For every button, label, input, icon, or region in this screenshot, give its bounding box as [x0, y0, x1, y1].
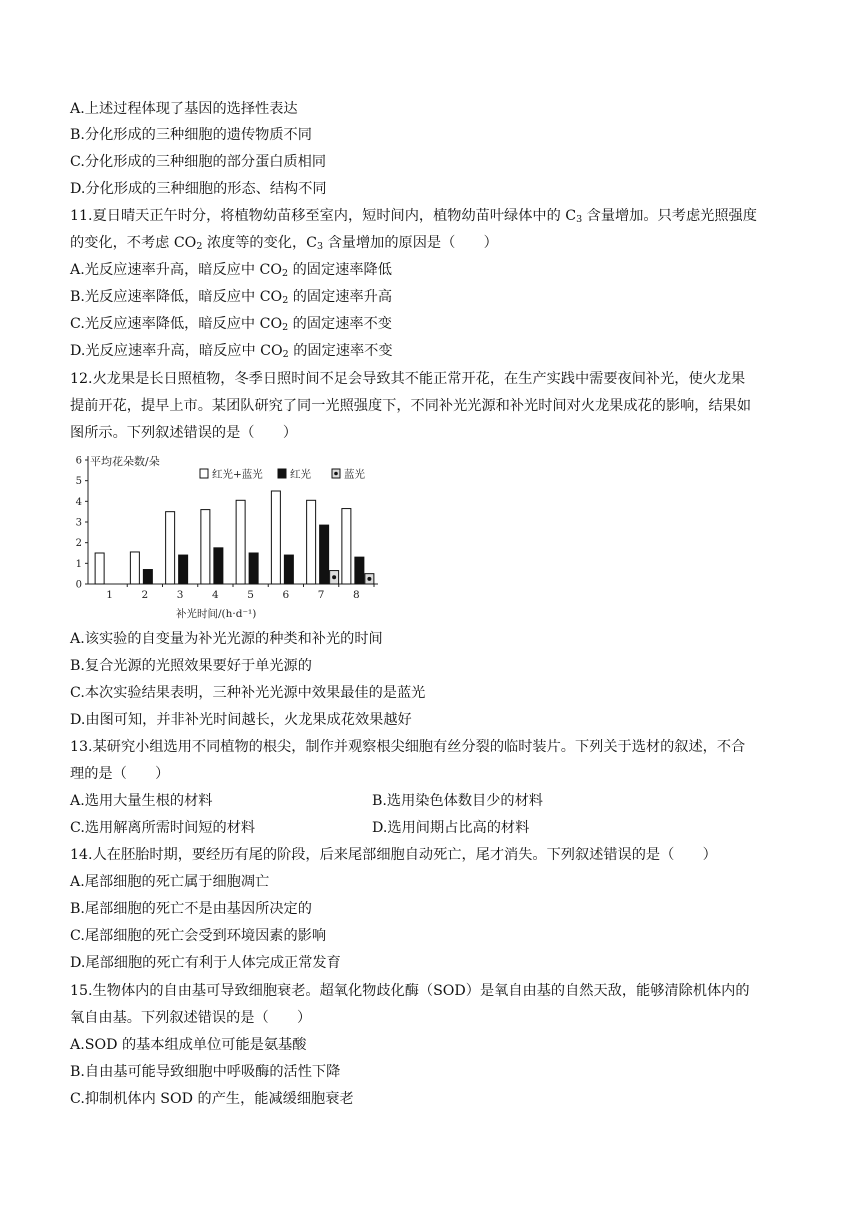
q11-option-d: D.光反应速率升高，暗反应中 $CO_2$ 的固定速率不变: [70, 343, 393, 360]
y-tick-label: 2: [75, 538, 82, 550]
y-tick-label: 6: [75, 455, 82, 467]
q10-option-a: A.上述过程体现了基因的选择性表达: [70, 101, 298, 117]
q14-option-d: D.尾部细胞的死亡有利于人体完成正常发育: [70, 955, 341, 971]
q14-option-c: C.尾部细胞的死亡会受到环境因素的影响: [70, 928, 327, 944]
y-tick-label: 4: [75, 496, 82, 508]
chart-bars: [95, 491, 374, 584]
bar-red: [143, 570, 152, 584]
bar-red-blue: [166, 512, 175, 584]
bar-red-blue: [236, 500, 245, 584]
chart-x-axis-label: 补光时间/(h·d⁻¹): [176, 608, 257, 620]
q12-option-c: C.本次实验结果表明，三种补光光源中效果最佳的是蓝光: [70, 685, 426, 701]
x-tick-label: 1: [106, 589, 113, 601]
bar-red: [284, 555, 293, 584]
y-tick-label: 5: [75, 476, 82, 488]
x-tick-label: 4: [212, 589, 219, 601]
bar-red: [355, 557, 364, 584]
chart-y-axis-label: 平均花朵数/朵: [90, 455, 160, 468]
q15-stem-line2: 氧自由基。下列叙述错误的是（ ）: [70, 1010, 312, 1026]
x-tick-label: 5: [247, 589, 254, 601]
q12-stem-line2: 提前开花，提早上市。某团队研究了同一光照强度下，不同补光光源和补光时间对火龙果成花的影响，结果如: [70, 398, 752, 414]
q14-option-b: B.尾部细胞的死亡不是由基因所决定的: [70, 901, 312, 917]
q11-stem-line1: 11.夏日晴天正午时分，将植物幼苗移至室内，短时间内，植物幼苗叶绿体中的 $C_3$ 含量增加。只考虑光照强度: [70, 208, 757, 225]
q12-option-b: B.复合光源的光照效果要好于单光源的: [70, 658, 312, 674]
bar-red: [179, 555, 188, 584]
chart-legend: [200, 468, 365, 481]
q12-stem-line1: 12.火龙果是长日照植物，冬季日照时间不足会导致其不能正常开花，在生产实践中需要夜间补光，使火龙果: [70, 371, 746, 387]
q12-option-d: D.由图可知，并非补光时间越长，火龙果成花效果越好: [70, 712, 412, 728]
q10-option-b: B.分化形成的三种细胞的遗传物质不同: [70, 127, 312, 143]
q13-stem-line2: 理的是（ ）: [70, 766, 170, 782]
legend-swatch: [200, 469, 208, 478]
flowering-bar-chart: [66, 452, 382, 622]
q15-option-c: C.抑制机体内 SOD 的产生，能减缓细胞衰老: [70, 1091, 354, 1107]
x-tick-label: 7: [317, 589, 325, 601]
q15-option-b: B.自由基可能导致细胞中呼吸酶的活性下降: [70, 1064, 341, 1080]
q11-option-c: C.光反应速率降低，暗反应中 $CO_2$ 的固定速率不变: [70, 316, 392, 333]
q12-option-a: A.该实验的自变量为补光光源的种类和补光的时间: [70, 631, 383, 647]
q10-option-c: C.分化形成的三种细胞的部分蛋白质相同: [70, 154, 327, 170]
q13-option-c: C.选用解离所需时间短的材料: [70, 820, 256, 836]
x-tick-label: 2: [141, 589, 149, 601]
y-tick-label: 3: [75, 517, 82, 529]
q10-option-d: D.分化形成的三种细胞的形态、结构不同: [70, 181, 327, 197]
q13-stem-line1: 13.某研究小组选用不同植物的根尖，制作并观察根尖细胞有丝分裂的临时装片。下列关于选材的叙述，不合: [70, 739, 746, 755]
bar-red-blue: [201, 510, 210, 584]
legend-swatch: [278, 469, 286, 478]
q12-stem-line3: 图所示。下列叙述错误的是（ ）: [70, 425, 298, 441]
bar-pattern-dot: [332, 575, 336, 579]
bar-red-blue: [342, 509, 351, 584]
legend-swatch-dot: [334, 472, 338, 476]
q13-option-b: B.选用染色体数目少的材料: [372, 793, 543, 809]
q15-option-a: A.SOD 的基本组成单位可能是氨基酸: [70, 1037, 307, 1053]
q14-option-a: A.尾部细胞的死亡属于细胞凋亡: [70, 874, 270, 890]
q13-option-d: D.选用间期占比高的材料: [372, 820, 530, 836]
bar-pattern-dot: [367, 577, 371, 581]
legend-label: 红光+蓝光: [212, 468, 263, 481]
q11-option-b: B.光反应速率降低，暗反应中 $CO_2$ 的固定速率升高: [70, 289, 393, 306]
bar-red: [320, 525, 329, 584]
q11-option-a: A.光反应速率升高，暗反应中 $CO_2$ 的固定速率降低: [70, 262, 392, 279]
bar-red: [214, 548, 223, 584]
y-tick-label: 1: [75, 558, 82, 570]
q15-stem-line1: 15.生物体内的自由基可导致细胞衰老。超氧化物歧化酶（SOD）是氧自由基的自然天敌，能够清除机体内的: [70, 983, 750, 999]
x-tick-label: 6: [282, 589, 290, 601]
legend-label: 红光: [290, 468, 311, 481]
bar-red-blue: [271, 491, 280, 584]
q13-option-a: A.选用大量生根的材料: [70, 793, 213, 809]
bar-red-blue: [307, 500, 316, 584]
x-tick-label: 3: [176, 589, 184, 601]
q14-stem: 14.人在胚胎时期，要经历有尾的阶段，后来尾部细胞自动死亡，尾才消失。下列叙述错误的是（ ）: [70, 847, 717, 863]
legend-label: 蓝光: [344, 468, 365, 481]
q11-stem-line2: 的变化，不考虑 $CO_2$ 浓度等的变化，$C_3$ 含量增加的原因是（ ）: [70, 235, 498, 252]
y-tick-label: 0: [75, 579, 82, 591]
bar-red-blue: [130, 552, 139, 584]
bar-red: [249, 553, 258, 584]
bar-red-blue: [95, 553, 104, 584]
x-tick-label: 8: [353, 589, 360, 601]
